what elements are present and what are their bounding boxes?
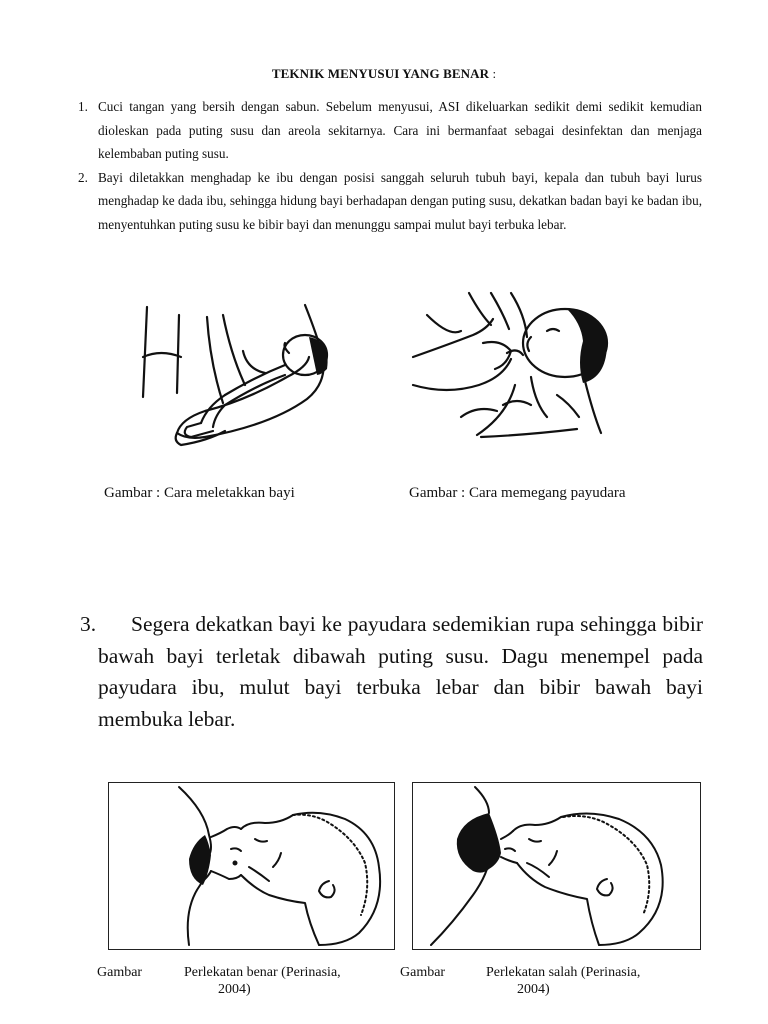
caption-latch-wrong-line1: Perlekatan salah (Perinasia, xyxy=(486,965,641,980)
step-text: Segera dekatkan bayi ke payudara sedemikian rupa sehingga bibir bawah bayi terletak dibawah puting susu. Dagu menempel pada payudara ibu, mulut bayi terbuka lebar dan bibir bawah bayi membuka lebar. xyxy=(98,612,703,731)
step-number: 3. xyxy=(80,612,97,636)
list-item xyxy=(78,95,702,166)
caption-latch-wrong-line2: 2004) xyxy=(517,982,550,997)
step-text: Cuci tangan yang bersih dengan sabun. Sebelum menyusui, ASI dikeluarkan sedikit demi sedikit kemudian dioleskan pada puting susu dan areola sekitarnya. Cara ini bermanfaat sebagai desinfektan dan menjaga kelembaban puting susu. xyxy=(98,99,702,161)
step-number: 1. xyxy=(78,99,88,114)
caption-holding-breast: Gambar : Cara memegang payudara xyxy=(409,485,626,501)
caption-latch-correct-line2: 2004) xyxy=(218,982,251,997)
caption-latch-correct-line1: Perlekatan benar (Perinasia, xyxy=(184,965,341,980)
illustration-latch-wrong xyxy=(413,783,700,949)
page-title-text: TEKNIK MENYUSUI YANG BENAR xyxy=(271,66,490,81)
step-number: 2. xyxy=(78,169,88,185)
label-latch-wrong: Gambar xyxy=(400,965,446,980)
page-title xyxy=(0,66,768,82)
page-title-suffix: : xyxy=(492,66,497,81)
illustration-placing-baby xyxy=(95,285,335,475)
steps-list xyxy=(78,95,702,236)
caption-placing-baby: Gambar : Cara meletakkan bayi xyxy=(104,485,295,501)
label-latch-correct: Gambar xyxy=(97,965,143,980)
list-item xyxy=(78,166,702,237)
step-3 xyxy=(80,609,703,735)
illustration-holding-breast xyxy=(407,285,687,475)
figure-latch-wrong xyxy=(412,782,701,950)
step-text: Bayi diletakkan menghadap ke ibu dengan posisi sanggah seluruh tubuh bayi, kepala dan tubuh bayi lurus menghadap ke dada ibu, sehingga hidung bayi berhadapan dengan puting susu, dekatkan badan bayi ke badan ibu, menyentuhkan puting susu ke bibir bayi dan menunggu sampai mulut bayi terbuka lebar. xyxy=(98,169,702,232)
figure-latch-correct xyxy=(108,782,395,950)
illustration-latch-correct xyxy=(109,783,394,949)
